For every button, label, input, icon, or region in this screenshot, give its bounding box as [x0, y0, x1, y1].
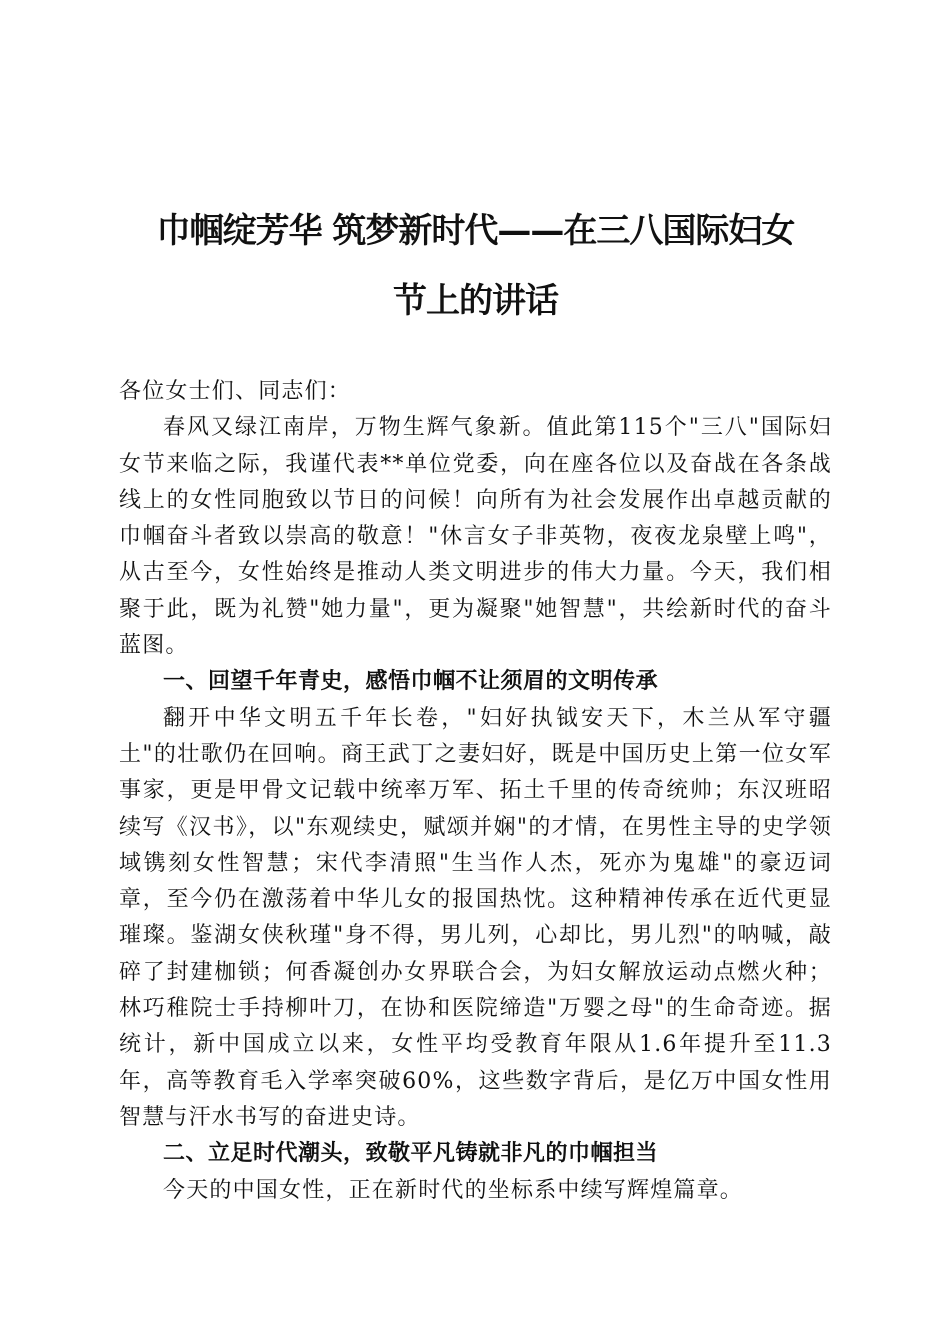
- paragraph-history: 翻开中华文明五千年长卷，"妇好执钺安天下，木兰从军守疆土"的壮歌仍在回响。商王武丁之妻妇好，既是中国历史上第一位女军事家，更是甲骨文记载中统率万军、拓土千里的传奇统帅；东汉班昭续写《汉书》，以"东观续史，赋颂并娴"的才情，在男性主导的史学领域镌刻女性智慧；宋代李清照"生当作人杰，死亦为鬼雄"的豪迈词章，至今仍在激荡着中华儿女的报国热忱。这种精神传承在近代更显璀璨。鉴湖女侠秋瑾"身不得，男儿列，心却比，男儿烈"的呐喊，敲碎了封建枷锁；何香凝创办女界联合会，为妇女解放运动点燃火种；林巧稚院士手持柳叶刀，在协和医院缔造"万婴之母"的生命奇迹。据统计，新中国成立以来，女性平均受教育年限从1.6年提升至11.3年，高等教育毛入学率突破60%，这些数字背后，是亿万中国女性用智慧与汗水书写的奋进史诗。: [119, 705, 832, 1130]
- title-line-2: 节上的讲话: [393, 281, 558, 321]
- paragraph-intro: 春风又绿江南岸，万物生辉气象新。值此第115个"三八"国际妇女节来临之际，我谨代表**单位党委，向在座各位以及奋战在各条战线上的女性同胞致以节日的问候！向所有为社会发展作出卓越贡献的巾帼奋斗者致以崇高的敬意！"休言女子非英物，夜夜龙泉壁上鸣"，从古至今，女性始终是推动人类文明进步的伟大力量。今天，我们相聚于此，既为礼赞"她力量"，更为凝聚"她智慧"，共绘新时代的奋斗蓝图。: [119, 415, 832, 659]
- document-title: [119, 196, 832, 336]
- document-page: [119, 196, 832, 1209]
- paragraph-present: 今天的中国女性，正在新时代的坐标系中续写辉煌篇章。: [163, 1177, 744, 1203]
- section-heading-2: 二、立足时代潮头，致敬平凡铸就非凡的巾帼担当: [163, 1141, 659, 1167]
- title-line-1: 巾帼绽芳华 筑梦新时代——在三八国际妇女: [156, 211, 795, 251]
- section-heading-1: 一、回望千年青史，感悟巾帼不让须眉的文明传承: [163, 669, 659, 695]
- salutation: 各位女士们、同志们：: [119, 379, 352, 404]
